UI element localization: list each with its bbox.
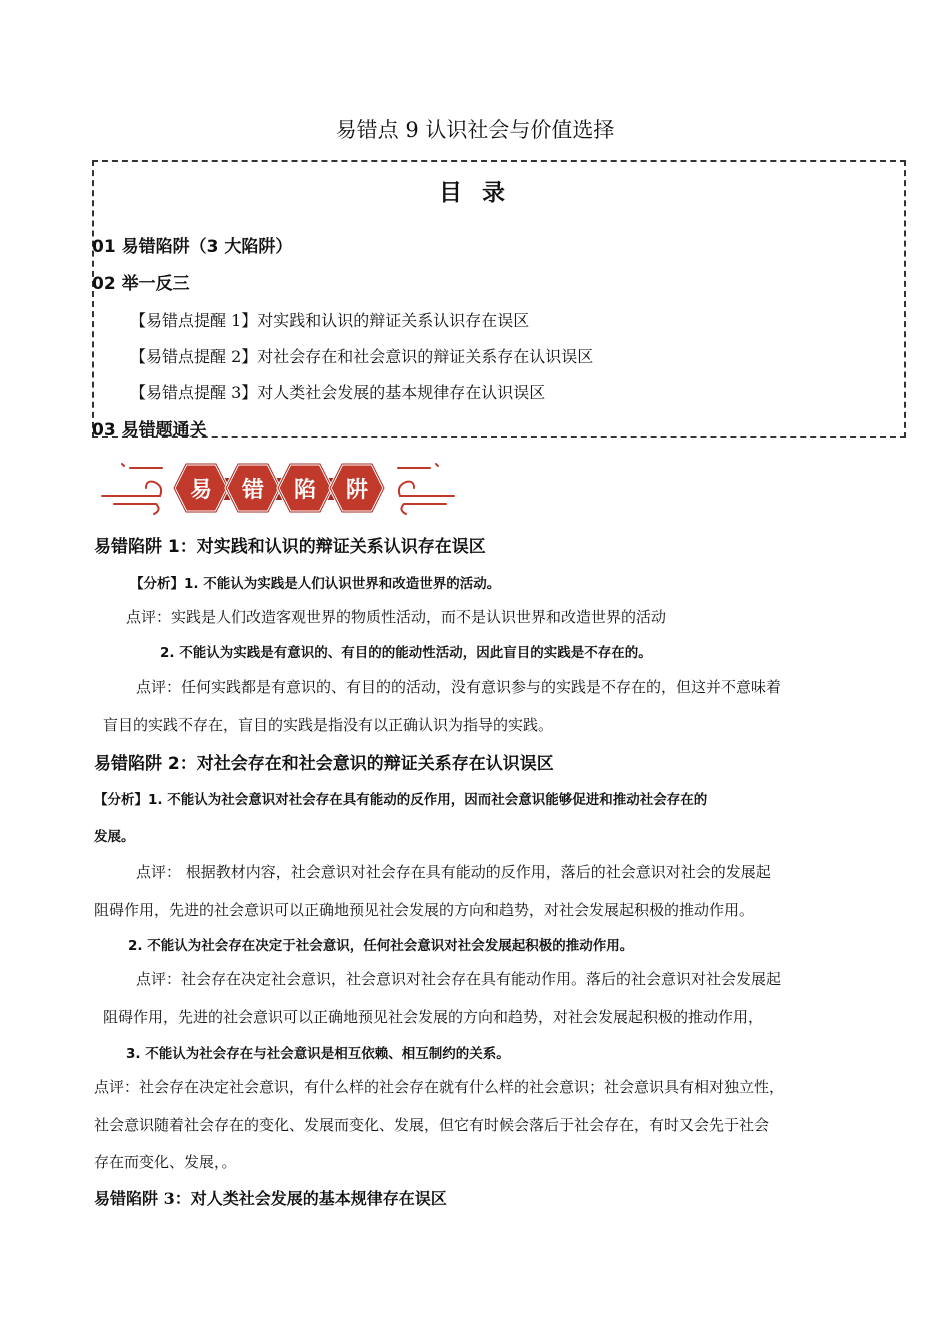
banner-char-1: 易 (189, 478, 213, 503)
trap1-comment1: 点评：实践是人们改造客观世界的物质性活动，而不是认识世界和改造世界的活动 (126, 608, 667, 626)
banner-graphic (100, 456, 460, 520)
toc-section-1[interactable]: 01 易错陷阱（3 大陷阱） (92, 237, 293, 257)
document-title: 易错点 9 认识社会与价值选择 (335, 118, 615, 142)
trap1-comment2-line2: 盲目的实践不存在，盲目的实践是指没有以正确认识为指导的实践。 (103, 716, 554, 734)
trap1-comment2-line1: 点评：任何实践都是有意识的、有目的的活动，没有意识参与的实践是不存在的，但这并不意味着 (136, 678, 782, 696)
trap2-point2: 2. 不能认为社会存在决定于社会意识，任何社会意识对社会发展起积极的推动作用。 (128, 938, 634, 954)
trap2-point1-line1: 【分析】1. 不能认为社会意识对社会存在具有能动的反作用，因而社会意识能够促进和推动社会存在的 (94, 792, 708, 808)
banner-hex-3 (278, 464, 332, 512)
banner-hex-2 (226, 464, 280, 512)
toc-section-3[interactable]: 03 易错题通关 (92, 420, 207, 440)
right-swirl-icon (398, 464, 454, 514)
trap2-heading: 易错陷阱 2：对社会存在和社会意识的辩证关系存在认识误区 (94, 754, 554, 774)
trap2-comment2-line1: 点评：社会存在决定社会意识，社会意识对社会存在具有能动作用。落后的社会意识对社会发展起 (136, 970, 782, 988)
banner-char-2: 错 (241, 478, 265, 503)
trap1-point1: 【分析】1. 不能认为实践是人们认识世界和改造世界的活动。 (130, 576, 501, 592)
trap2-comment1-line1: 点评： 根据教材内容，社会意识对社会存在具有能动的反作用，落后的社会意识对社会的发展起 (136, 863, 771, 881)
left-swirl-icon (102, 464, 162, 514)
banner-char-3: 陷 (293, 478, 317, 503)
trap2-point1-line2: 发展。 (94, 829, 135, 845)
trap2-comment3-line3: 存在而变化、发展，。 (94, 1153, 237, 1171)
banner-hex-4 (330, 464, 384, 512)
section-banner (100, 456, 460, 520)
trap1-point2: 2. 不能认为实践是有意识的、有目的的能动性活动，因此盲目的实践是不存在的。 (160, 645, 652, 661)
toc-item-3[interactable]: 【易错点提醒 3】对人类社会发展的基本规律存在认识误区 (130, 383, 546, 402)
banner-hex-1 (174, 464, 228, 512)
trap2-comment1-line2: 阻碍作用，先进的社会意识可以正确地预见社会发展的方向和趋势，对社会发展起积极的推动作用。 (94, 901, 755, 919)
trap2-comment3-line1: 点评：社会存在决定社会意识，有什么样的社会存在就有什么样的社会意识；社会意识具有相对独立性， (94, 1078, 785, 1096)
toc-title: 目 录 (438, 180, 511, 206)
trap1-heading: 易错陷阱 1：对实践和认识的辩证关系认识存在误区 (94, 537, 486, 557)
trap2-point3: 3. 不能认为社会存在与社会意识是相互依赖、相互制约的关系。 (126, 1046, 510, 1062)
trap3-heading: 易错陷阱 3：对人类社会发展的基本规律存在误区 (94, 1189, 447, 1208)
trap2-comment3-line2: 社会意识随着社会存在的变化、发展而变化、发展，但它有时候会落后于社会存在，有时又会先于社会 (94, 1116, 770, 1134)
trap2-comment2-line2: 阻碍作用，先进的社会意识可以正确地预见社会发展的方向和趋势，对社会发展起积极的推动作用， (103, 1008, 764, 1026)
banner-char-4: 阱 (345, 478, 369, 503)
toc-section-2[interactable]: 02 举一反三 (92, 274, 190, 294)
toc-item-1[interactable]: 【易错点提醒 1】对实践和认识的辩证关系认识存在误区 (130, 311, 530, 330)
toc-item-2[interactable]: 【易错点提醒 2】对社会存在和社会意识的辩证关系存在认识误区 (130, 347, 594, 366)
